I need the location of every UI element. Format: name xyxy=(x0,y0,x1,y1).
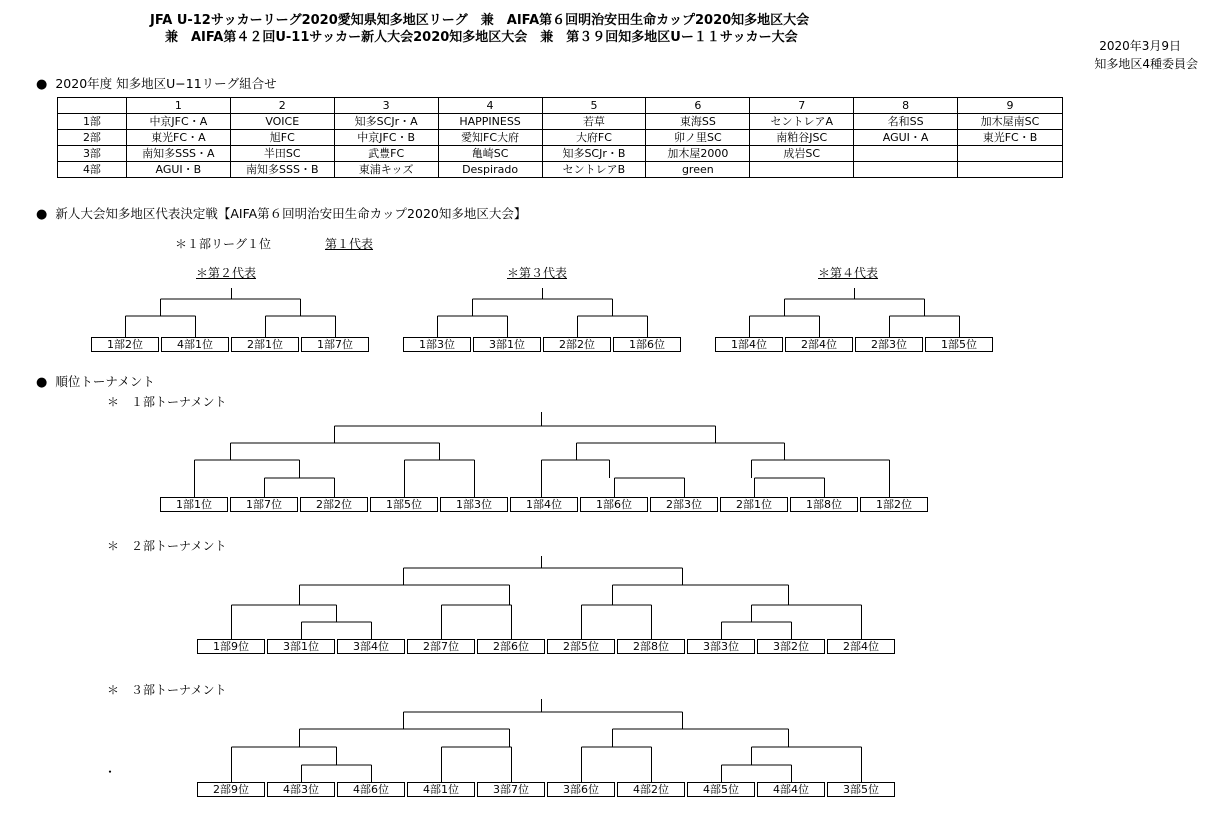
bracket-slot: 4部3位 xyxy=(267,782,335,797)
team-cell: 亀崎SC xyxy=(438,146,542,162)
bracket-slot: 4部5位 xyxy=(687,782,755,797)
title-line-2: 兼 AIFA第４２回U-11サッカー新人大会2020知多地区大会 兼 第３９回知多地区Uー１１サッカー大会 xyxy=(165,30,798,45)
division-label: 3部 xyxy=(58,146,127,162)
bracket-slot: 3部1位 xyxy=(267,639,335,654)
bracket-slot: 4部1位 xyxy=(407,782,475,797)
column-header: 1 xyxy=(126,98,230,114)
team-cell: 武豊FC xyxy=(334,146,438,162)
bracket-slot: 3部7位 xyxy=(477,782,545,797)
bracket-slot: 1部5位 xyxy=(370,497,438,512)
team-cell: HAPPINESS xyxy=(438,114,542,130)
team-cell: セントレアA xyxy=(750,114,854,130)
team-cell: 南知多SSS・A xyxy=(126,146,230,162)
bracket-slot: 2部3位 xyxy=(650,497,718,512)
rookie-bracket-lines-rep-4 xyxy=(750,288,960,337)
bracket-slot: 2部4位 xyxy=(785,337,853,352)
bracket-slot: 4部4位 xyxy=(757,782,825,797)
column-header: 8 xyxy=(854,98,958,114)
bracket-slot: 2部6位 xyxy=(477,639,545,654)
team-cell: Despirado xyxy=(438,162,542,178)
first-rep-note: ＊１部リーグ１位 xyxy=(175,237,272,251)
team-cell: 愛知FC大府 xyxy=(438,130,542,146)
bracket-slot: 3部6位 xyxy=(547,782,615,797)
bracket-slot: 3部5位 xyxy=(827,782,895,797)
issue-date: 2020年3月9日 xyxy=(1099,39,1181,53)
bracket-slot: 1部3位 xyxy=(403,337,471,352)
bracket-slot: 2部8位 xyxy=(617,639,685,654)
team-cell: 東浦キッズ xyxy=(334,162,438,178)
team-cell: 加木屋2000 xyxy=(646,146,750,162)
bullet-icon: ● xyxy=(36,375,48,390)
tournament-div3-lines xyxy=(232,699,862,782)
bracket-slot: 2部5位 xyxy=(547,639,615,654)
title-line-1: JFA U-12サッカーリーグ2020愛知県知多地区リーグ 兼 AIFA第６回明治安田生命カップ2020知多地区大会 xyxy=(150,13,810,28)
tournament-div1-lines xyxy=(195,412,890,497)
bracket-label-rep-3: ＊第３代表 xyxy=(507,266,568,280)
column-header: 2 xyxy=(230,98,334,114)
bracket-slot: 3部2位 xyxy=(757,639,825,654)
bracket-slot: 1部2位 xyxy=(860,497,928,512)
team-cell: 旭FC xyxy=(230,130,334,146)
league-heading-text: 2020年度 知多地区U−11リーグ組合せ xyxy=(55,76,277,91)
bracket-slot: 1部2位 xyxy=(91,337,159,352)
bracket-slot: 2部2位 xyxy=(543,337,611,352)
first-rep-label: 第１代表 xyxy=(325,237,374,251)
bracket-slot: 3部4位 xyxy=(337,639,405,654)
team-cell: 知多SCJr・B xyxy=(542,146,646,162)
column-header: 6 xyxy=(646,98,750,114)
bracket-slot: 1部4位 xyxy=(510,497,578,512)
team-cell: 知多SCJr・A xyxy=(334,114,438,130)
bracket-slot: 1部7位 xyxy=(301,337,369,352)
bracket-slot: 1部3位 xyxy=(440,497,508,512)
bracket-slot: 1部1位 xyxy=(160,497,228,512)
team-cell: 中京JFC・A xyxy=(126,114,230,130)
rookie-heading-text: 新人大会知多地区代表決定戦【AIFA第６回明治安田生命カップ2020知多地区大会】 xyxy=(55,206,527,221)
team-cell: 中京JFC・B xyxy=(334,130,438,146)
column-header: 4 xyxy=(438,98,542,114)
team-cell: 南知多SSS・B xyxy=(230,162,334,178)
tournament-label-div3: ＊ ３部トーナメント xyxy=(107,683,227,697)
team-cell: 卯ノ里SC xyxy=(646,130,750,146)
bullet-icon: ● xyxy=(36,77,48,92)
team-cell: green xyxy=(646,162,750,178)
bracket-slot: 1部4位 xyxy=(715,337,783,352)
footnote-dot: ・ xyxy=(104,765,117,779)
ranking-heading-text: 順位トーナメント xyxy=(55,374,155,389)
team-cell: 東光FC・B xyxy=(958,130,1063,146)
bracket-slot: 1部8位 xyxy=(790,497,858,512)
bracket-slot: 2部1位 xyxy=(231,337,299,352)
bracket-slot: 4部2位 xyxy=(617,782,685,797)
bracket-slot: 2部1位 xyxy=(720,497,788,512)
team-cell: セントレアB xyxy=(542,162,646,178)
team-cell: 東光FC・A xyxy=(126,130,230,146)
bracket-slot: 2部9位 xyxy=(197,782,265,797)
team-cell: 南粕谷JSC xyxy=(750,130,854,146)
division-label: 1部 xyxy=(58,114,127,130)
column-header: 9 xyxy=(958,98,1063,114)
team-cell: 半田SC xyxy=(230,146,334,162)
bracket-slot: 1部6位 xyxy=(613,337,681,352)
team-cell: AGUI・A xyxy=(854,130,958,146)
rookie-bracket-lines-rep-3 xyxy=(438,288,648,337)
team-cell: 若草 xyxy=(542,114,646,130)
team-cell: 成岩SC xyxy=(750,146,854,162)
bracket-label-rep-2: ＊第２代表 xyxy=(196,266,257,280)
column-header: 5 xyxy=(542,98,646,114)
team-cell: 加木屋南SC xyxy=(958,114,1063,130)
bracket-slot: 4部1位 xyxy=(161,337,229,352)
bracket-slot: 2部3位 xyxy=(855,337,923,352)
bullet-icon: ● xyxy=(36,207,48,222)
bracket-slot: 1部5位 xyxy=(925,337,993,352)
bracket-slot: 1部6位 xyxy=(580,497,648,512)
team-cell: AGUI・B xyxy=(126,162,230,178)
division-label: 2部 xyxy=(58,130,127,146)
bracket-slot: 2部4位 xyxy=(827,639,895,654)
column-header: 3 xyxy=(334,98,438,114)
bracket-slot: 2部2位 xyxy=(300,497,368,512)
bracket-label-rep-4: ＊第４代表 xyxy=(818,266,879,280)
column-header: 7 xyxy=(750,98,854,114)
issuing-organization: 知多地区4種委員会 xyxy=(1094,57,1198,71)
team-cell: 名和SS xyxy=(854,114,958,130)
tournament-label-div1: ＊ １部トーナメント xyxy=(107,395,227,409)
team-cell: VOICE xyxy=(230,114,334,130)
rookie-bracket-lines-rep-2 xyxy=(126,288,336,337)
team-cell: 東海SS xyxy=(646,114,750,130)
bracket-slot: 2部7位 xyxy=(407,639,475,654)
bracket-slot: 3部1位 xyxy=(473,337,541,352)
bracket-slot: 1部7位 xyxy=(230,497,298,512)
team-cell: 大府FC xyxy=(542,130,646,146)
bracket-slot: 1部9位 xyxy=(197,639,265,654)
bracket-slot: 3部3位 xyxy=(687,639,755,654)
tournament-label-div2: ＊ ２部トーナメント xyxy=(107,539,227,553)
tournament-div2-lines xyxy=(232,556,862,639)
bracket-slot: 4部6位 xyxy=(337,782,405,797)
division-label: 4部 xyxy=(58,162,127,178)
